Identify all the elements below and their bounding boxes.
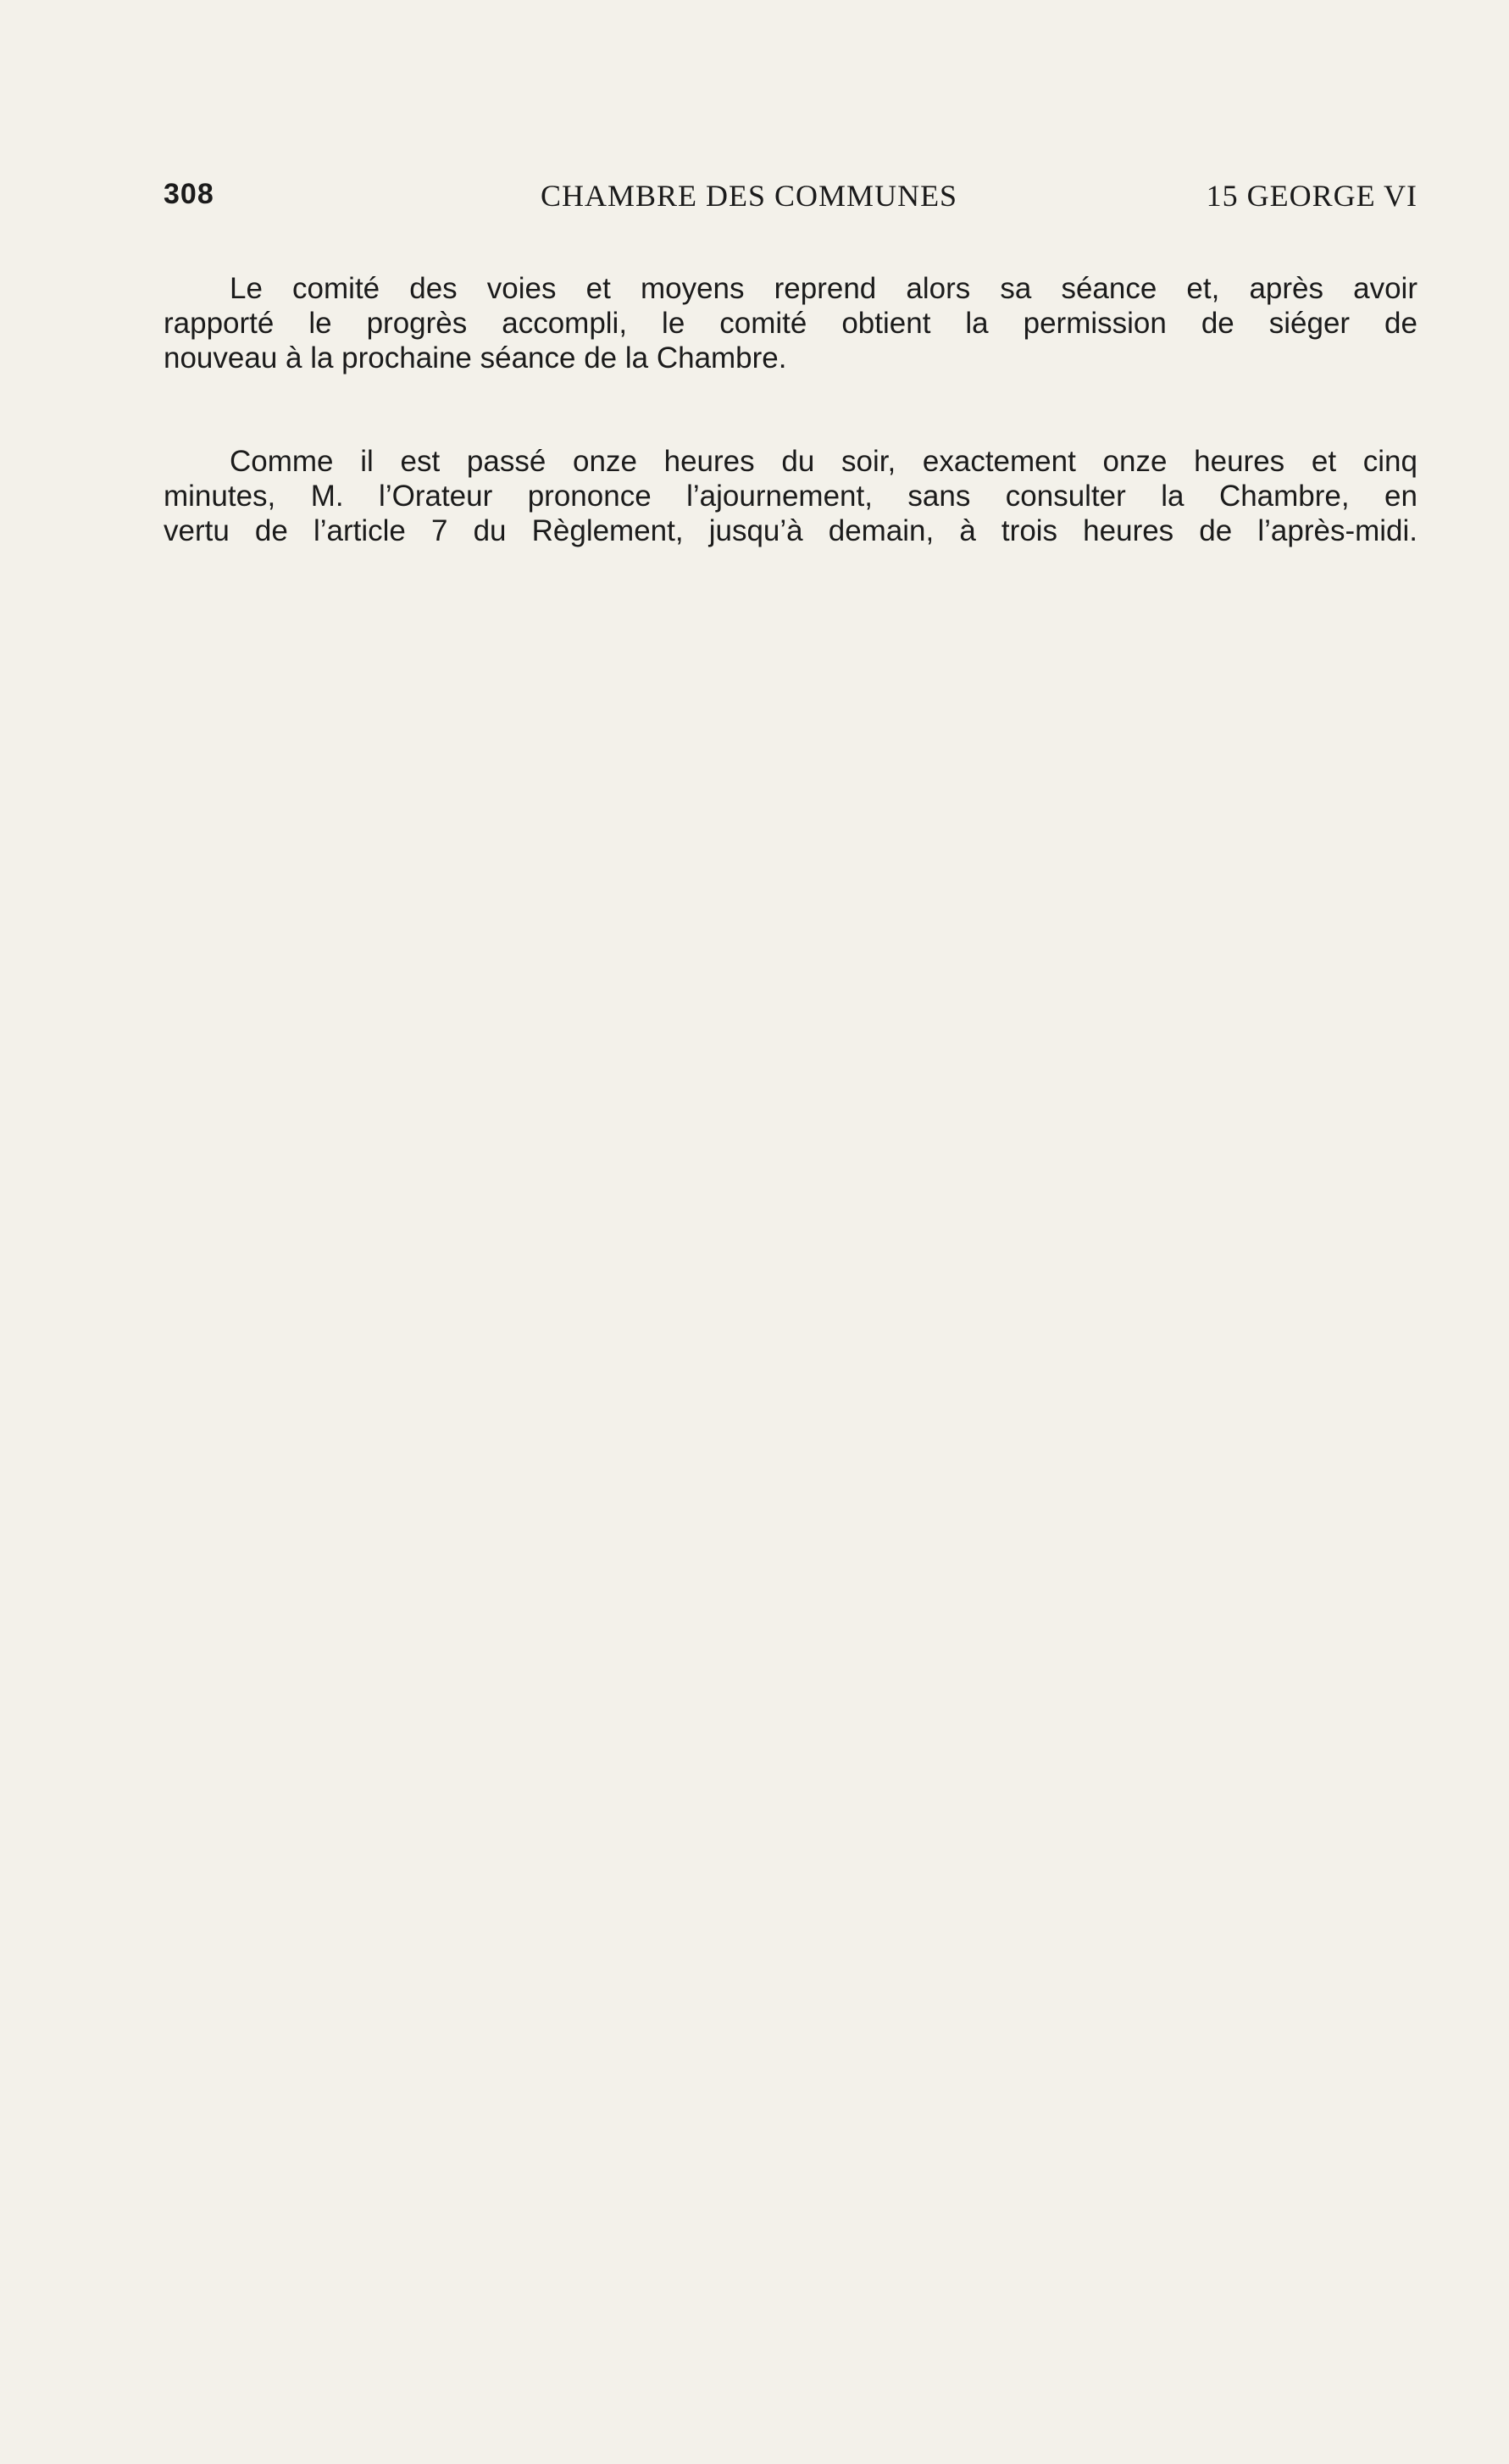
paragraph-line: nouveau à la prochaine séance de la Chambre. [164, 341, 787, 375]
paragraph-adjournment [164, 444, 1417, 548]
page-number: 308 [164, 178, 214, 210]
paragraph-line: vertu de l’article 7 du Règlement, jusqu’à demain, à trois heures de l’après-midi. [164, 514, 1417, 547]
paragraph-line: Comme il est passé onze heures du soir, exactement onze heures et cinq [230, 445, 1417, 478]
paragraph-line: minutes, M. l’Orateur prononce l’ajournement, sans consulter la Chambre, en [164, 480, 1417, 513]
running-head [164, 178, 1417, 220]
paragraph-line: Le comité des voies et moyens reprend alors sa séance et, après avoir [230, 272, 1417, 305]
paragraph-line: rapporté le progrès accompli, le comité obtient la permission de siéger de [164, 307, 1417, 340]
paragraph-committee [164, 271, 1417, 375]
chamber-title: CHAMBRE DES COMMUNES [541, 179, 958, 213]
regnal-year: 15 GEORGE VI [1206, 179, 1417, 213]
